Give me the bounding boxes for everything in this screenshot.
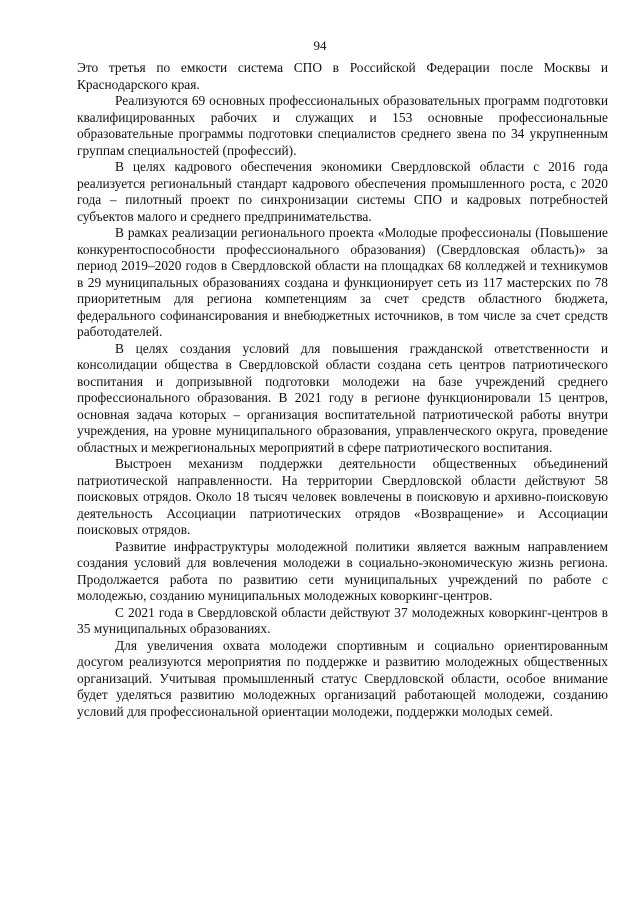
page-number: 94 <box>313 38 327 53</box>
paragraph: Это третья по емкости система СПО в Российской Федерации после Москвы и Краснодарского края. <box>77 60 608 92</box>
paragraph: В целях создания условий для повышения гражданской ответственности и консолидации общества в Свердловской области создана сеть центров патриотического воспитания и допризывной подготовки молодежи на базе учреждений среднего профессионального образования. В 2021 году в регионе функционировали 15 центров, основная задача которых – организация воспитательной патриотической работы внутри учреждения, на уровне муниципального образования, управленческого округа, проведение областных и межрегиональных мероприятий в сфере патриотического воспитания. <box>77 340 608 455</box>
paragraph: Выстроен механизм поддержки деятельности общественных объединений патриотической направленности. На территории Свердловской области действуют 58 поисковых отрядов. Около 18 тысяч человек вовлечены в поисковую и архивно-поисковую деятельность Ассоциации патриотических отрядов «Возвращение» и Ассоциации поисковых отрядов. <box>77 456 608 537</box>
document-body <box>77 60 608 720</box>
paragraph: Развитие инфраструктуры молодежной политики является важным направлением создания условий для вовлечения молодежи в социально-экономическую жизнь региона. Продолжается работа по развитию сети муниципальных учреждений по работе с молодежью, созданию муниципальных молодежных коворкинг-центров. <box>77 538 608 603</box>
paragraph: В целях кадрового обеспечения экономики Свердловской области с 2016 года реализуется региональный стандарт кадрового обеспечения промышленного роста, с 2020 года – пилотный проект по синхронизации системы СПО и кадровых потребностей субъектов малого и среднего предпринимательства. <box>77 159 608 224</box>
paragraph: Для увеличения охвата молодежи спортивным и социально ориентированным досугом реализуются мероприятия по поддержке и развитию молодежных общественных организаций. Учитывая промышленный статус Свердловской области, особое внимание будет уделяться развитию молодежных организаций работающей молодежи, созданию условий для профессиональной ориентации молодежи, поддержки молодых семей. <box>77 637 608 719</box>
paragraph: С 2021 года в Свердловской области действуют 37 молодежных коворкинг-центров в 35 муниципальных образованиях. <box>77 604 608 636</box>
paragraph: Реализуются 69 основных профессиональных образовательных программ подготовки квалифицированных рабочих и служащих и 153 основные профессиональные образовательные программы подготовки специалистов среднего звена по 34 укрупненным группам специальностей (профессий). <box>77 93 608 158</box>
paragraph: В рамках реализации регионального проекта «Молодые профессионалы (Повышение конкурентоспособности профессионального образования) (Свердловская область)» за период 2019–2020 годов в Свердловской области на площадках 68 колледжей и техникумов в 29 муниципальных образованиях создана и функционирует сеть из 117 мастерских по 78 приоритетным для региона компетенциям за счет средств областного бюджета, федерального софинансирования и внебюджетных источников, в том числе за счет средств работодателей. <box>77 225 608 339</box>
